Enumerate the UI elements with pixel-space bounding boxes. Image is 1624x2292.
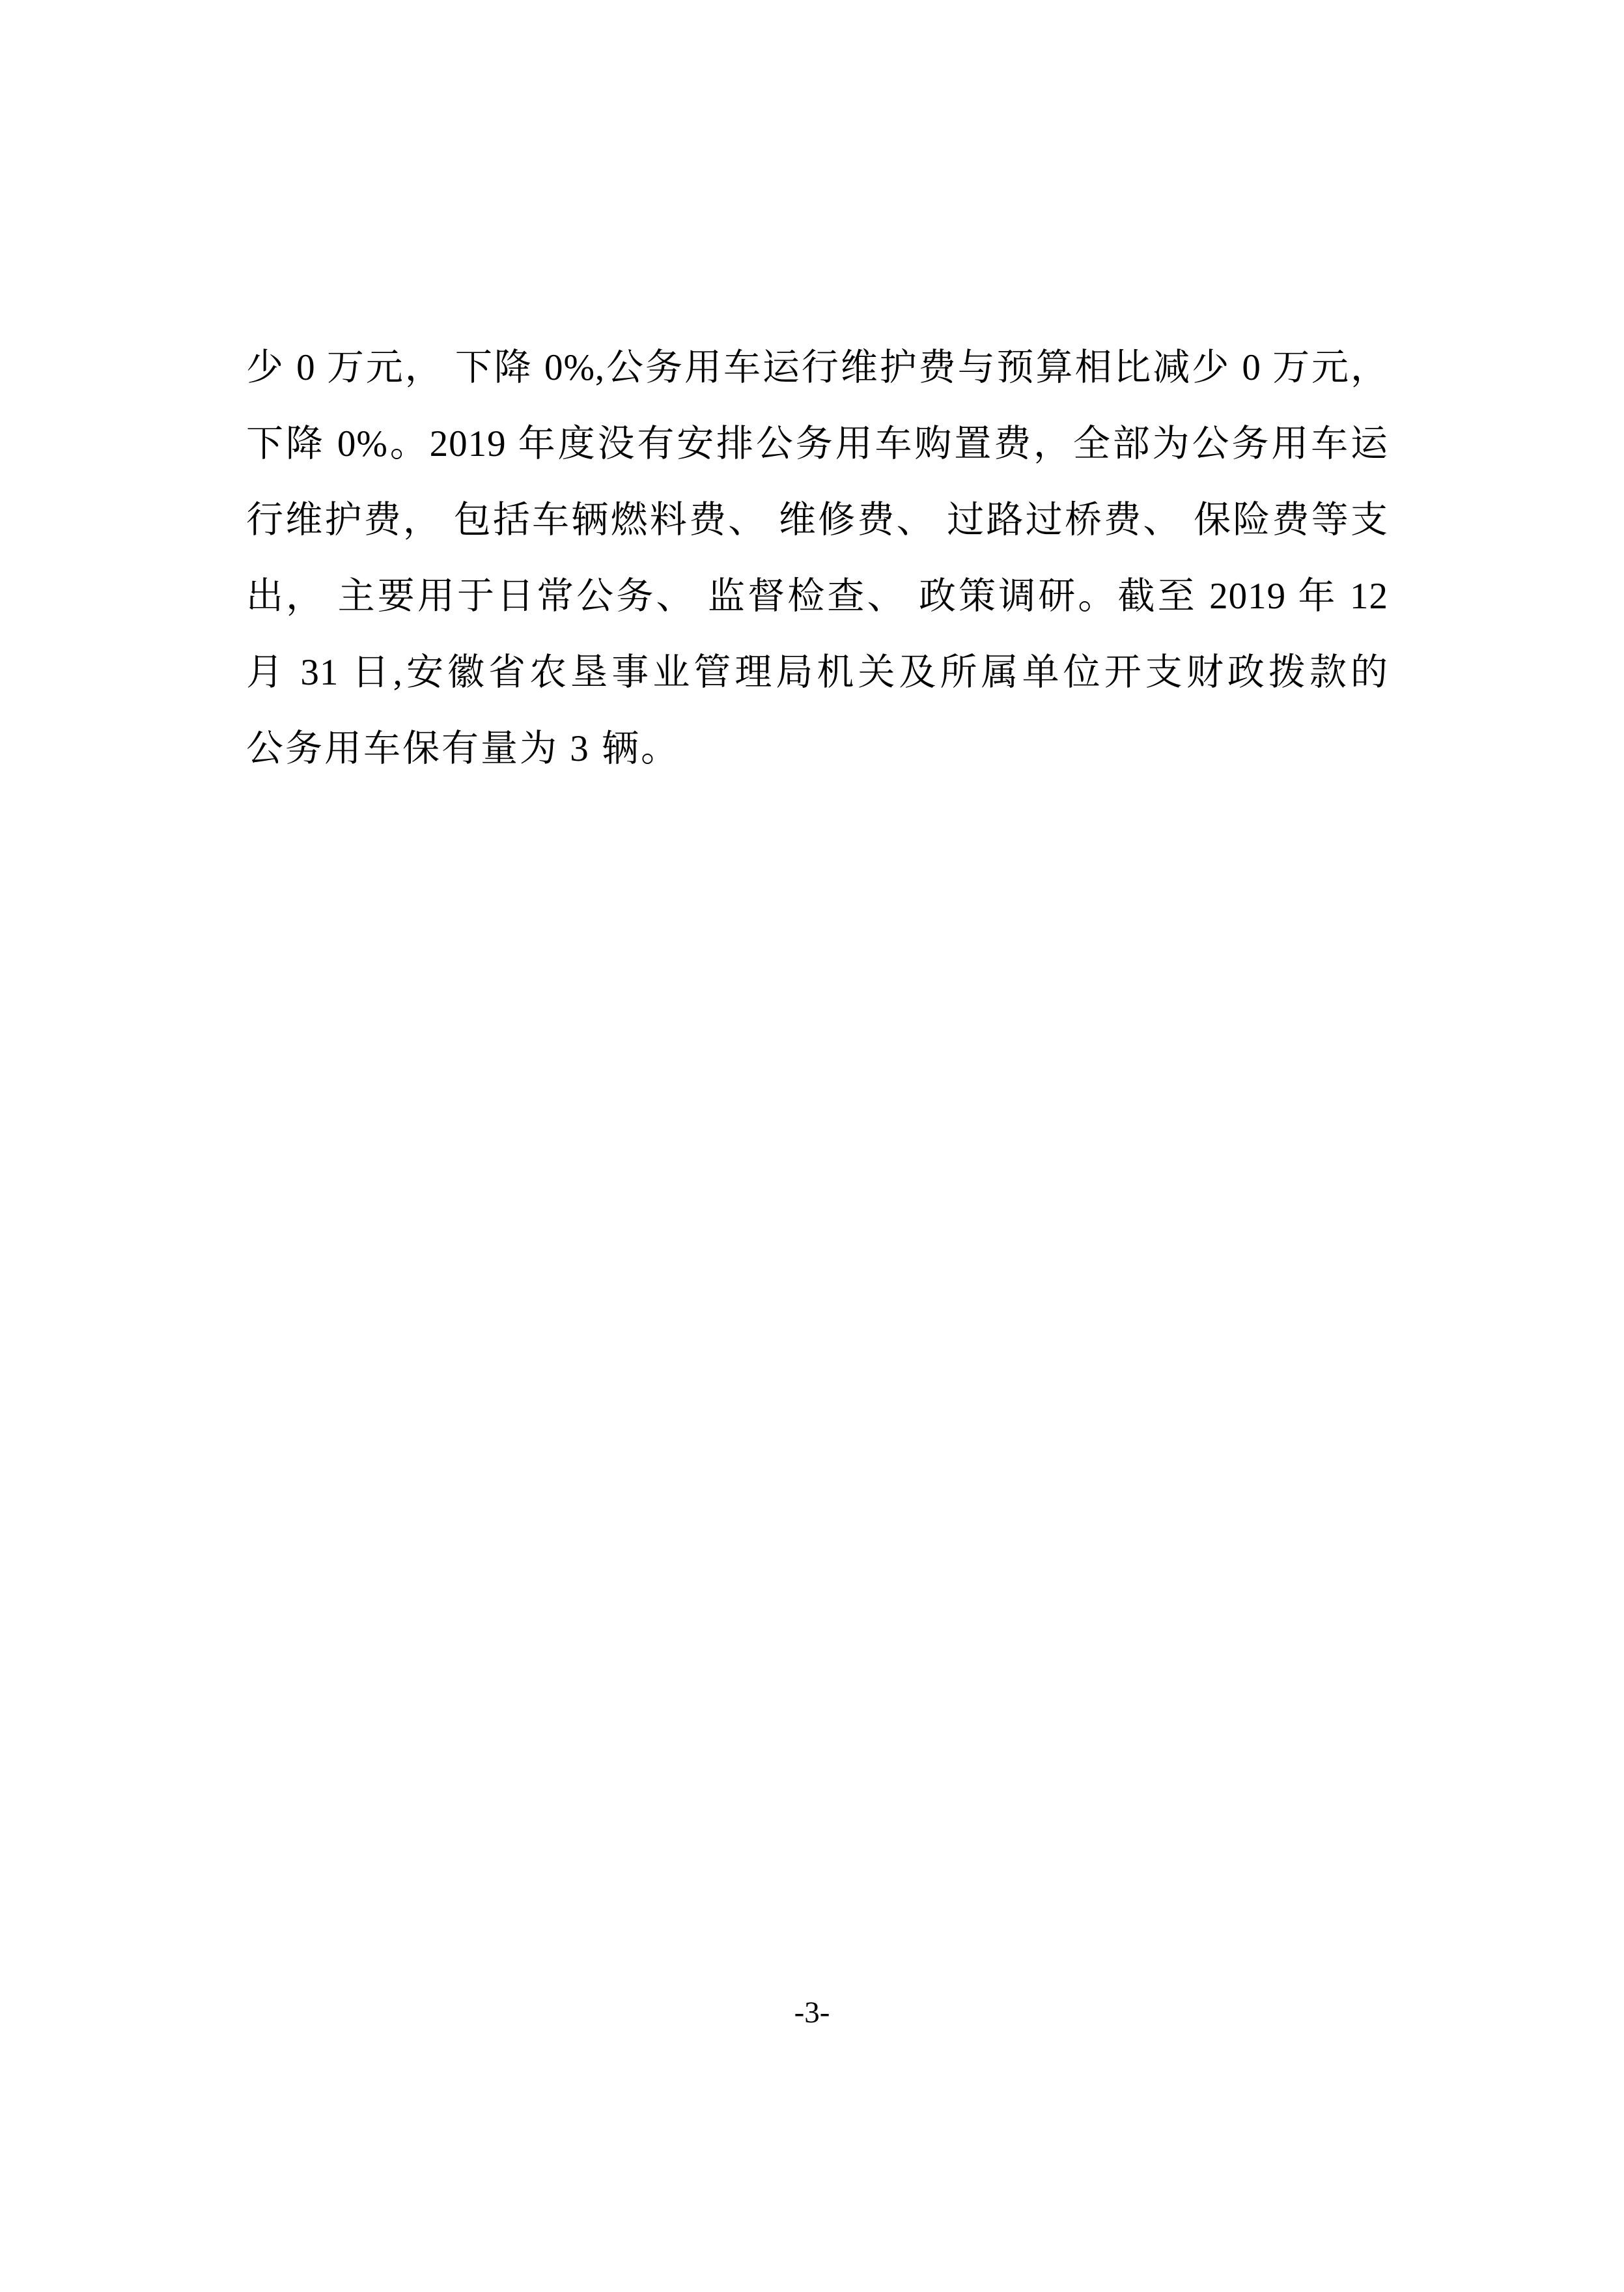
paragraph-line-6: 公务用车保有量为 3 辆。 bbox=[246, 728, 680, 769]
paragraph-line-2: 下降 0%。2019 年度没有安排公务用车购置费，全部为公务用车运 bbox=[246, 423, 1388, 464]
body-paragraph bbox=[246, 330, 1388, 787]
paragraph-line-1: 少 0 万元， 下降 0%,公务用车运行维护费与预算相比减少 0 万元， bbox=[246, 347, 1388, 388]
page-number: -3- bbox=[794, 1996, 830, 2030]
paragraph-line-3: 行维护费， 包括车辆燃料费、 维修费、 过路过桥费、 保险费等支 bbox=[246, 500, 1388, 541]
paragraph-line-4: 出， 主要用于日常公务、 监督检查、 政策调研。截至 2019 年 12 bbox=[246, 576, 1388, 617]
paragraph-line-5: 月 31 日,安徽省农垦事业管理局机关及所属单位开支财政拨款的 bbox=[246, 652, 1388, 693]
